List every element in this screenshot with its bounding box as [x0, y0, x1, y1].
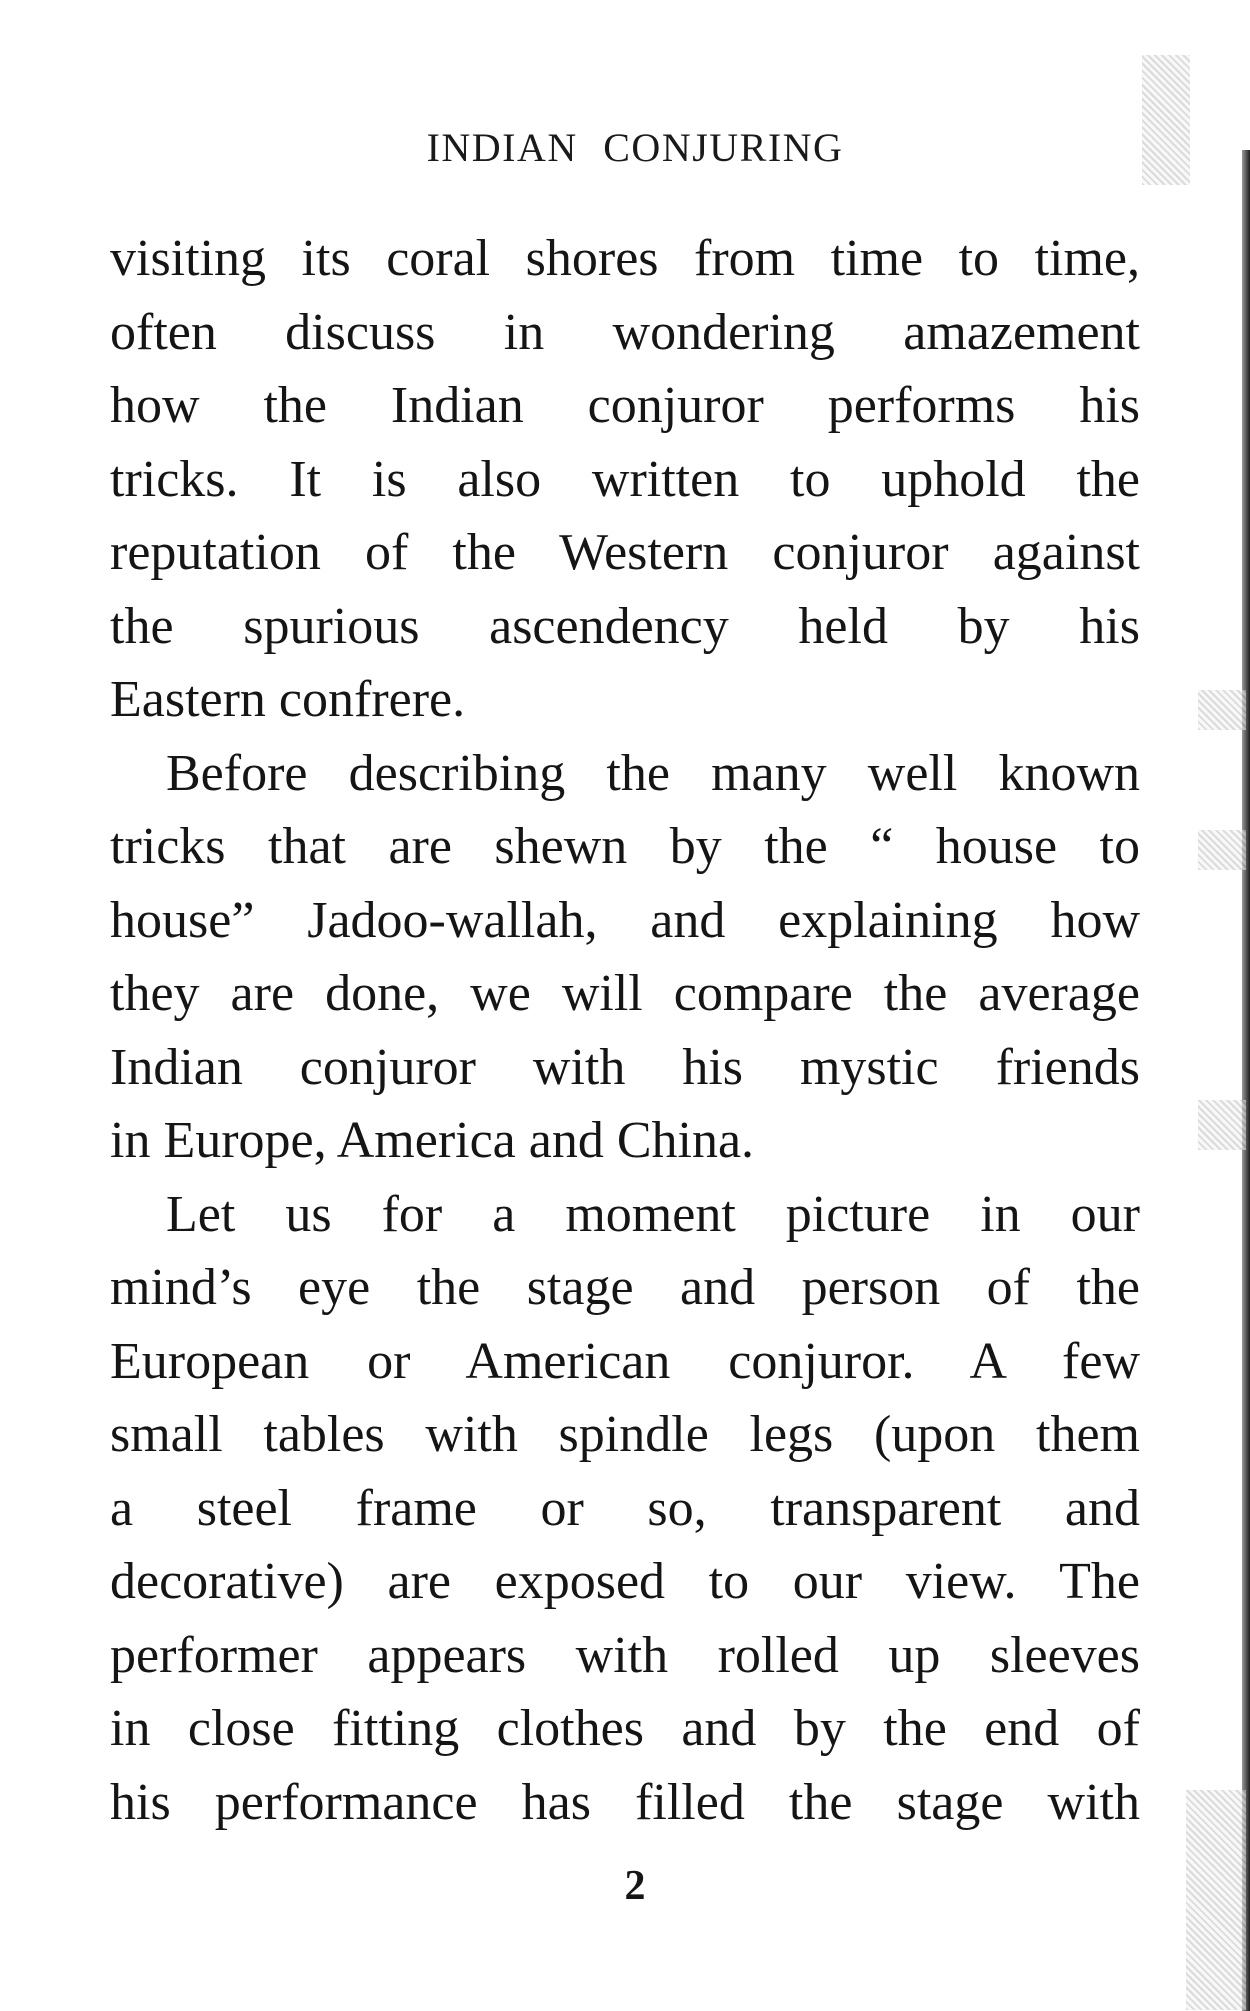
text-line: house” Jadoo-wallah, and explaining how — [110, 891, 1140, 949]
text-line: tricks that are shewn by the “ house to — [110, 818, 1140, 875]
paragraph-2 — [110, 737, 1140, 1178]
text-line: decorative) are exposed to our view. The — [110, 1553, 1140, 1610]
text-line: Let us for a moment picture in our — [166, 1185, 1140, 1243]
text-line: how the Indian conjuror performs his — [110, 377, 1140, 434]
text-line: tricks. It is also written to uphold the — [110, 450, 1140, 508]
text-line: they are done, we will compare the average — [110, 965, 1140, 1022]
text-line: small tables with spindle legs (upon them — [110, 1406, 1140, 1463]
text-line: performer appears with rolled up sleeves — [110, 1626, 1140, 1684]
text-line: visiting its coral shores from time to time, — [110, 230, 1140, 287]
text-line: the spurious ascendency held by his — [110, 597, 1140, 655]
text-line: in Europe, America and China. — [110, 1112, 755, 1169]
text-line: mind’s eye the stage and person of the — [110, 1259, 1140, 1316]
paragraph-1 — [110, 222, 1140, 737]
text-line: in close fitting clothes and by the end of — [110, 1700, 1140, 1757]
page-number: 2 — [624, 1863, 646, 1909]
text-line: Indian conjuror with his mystic friends — [110, 1038, 1140, 1096]
page-edge-shadow — [1242, 150, 1250, 2011]
text-line: often discuss in wondering amazement — [110, 303, 1140, 361]
text-line: Before describing the many well known — [166, 744, 1140, 802]
text-line: Eastern confrere. — [110, 671, 466, 728]
text-line: reputation of the Western conjuror against — [110, 524, 1140, 581]
scan-speckle — [1198, 1100, 1246, 1150]
text-line: a steel frame or so, transparent and — [110, 1479, 1140, 1537]
text-line: his performance has filled the stage with — [110, 1773, 1140, 1831]
body-text — [110, 222, 1140, 1839]
paragraph-3 — [110, 1178, 1140, 1840]
scan-speckle — [1198, 690, 1246, 730]
text-line: European or American conjuror. A few — [110, 1332, 1140, 1390]
scan-speckle — [1198, 830, 1246, 870]
running-head: INDIAN CONJURING — [426, 125, 844, 170]
